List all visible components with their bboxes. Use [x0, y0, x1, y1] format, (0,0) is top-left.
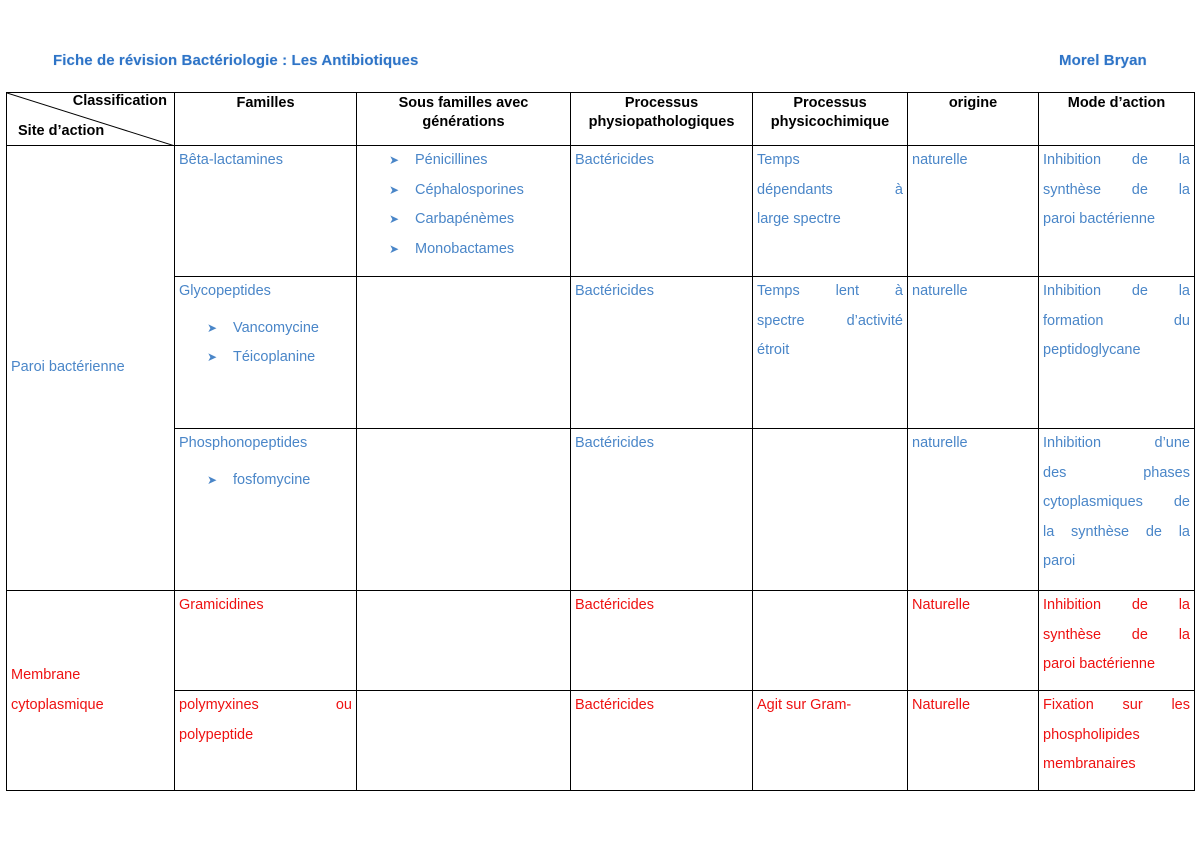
list-item: ➤ fosfomycine [207, 466, 352, 496]
col-physicochim: Processus physicochimique [753, 93, 908, 146]
physiopath-cell: Bactéricides [571, 429, 753, 591]
arrowhead-bullet-icon: ➤ [207, 320, 218, 335]
physiopath-cell: Bactéricides [571, 591, 753, 691]
famille-cell: Gramicidines [175, 591, 357, 691]
physicochim-cell [753, 429, 908, 591]
corner-header-cell [7, 93, 175, 146]
site-paroi: Paroi bactérienne [7, 146, 175, 591]
arrowhead-bullet-icon: ➤ [207, 472, 218, 487]
list-item: ➤ Vancomycine [207, 314, 352, 344]
mode-cell: Inhibition de la synthèse de la paroi bactérienne [1039, 146, 1195, 277]
mode-cell: Inhibition de la synthèse de la paroi bactérienne [1039, 591, 1195, 691]
site-membrane: Membrane cytoplasmique [7, 591, 175, 791]
physicochim-cell: Temps lent à spectre d’activité étroit [753, 277, 908, 429]
arrowhead-bullet-icon: ➤ [389, 153, 400, 167]
table-row [7, 691, 1195, 791]
physicochim-cell: Temps dépendants à large spectre [753, 146, 908, 277]
physiopath-cell: Bactéricides [571, 691, 753, 791]
table-header-row [7, 93, 1195, 146]
col-physiopath: Processus physiopathologiques [571, 93, 753, 146]
famille-cell: polymyxines ou polypeptide [175, 691, 357, 791]
col-mode: Mode d’action [1039, 93, 1195, 146]
mode-cell: Inhibition d’une des phases cytoplasmiques de la synthèse de la paroi [1039, 429, 1195, 591]
list-item: ➤ Céphalosporines [389, 176, 566, 206]
origine-cell: naturelle [908, 429, 1039, 591]
origine-cell: naturelle [908, 277, 1039, 429]
famille-cell: Glycopeptides ➤ Vancomycine ➤ Téicoplanine [175, 277, 357, 429]
list-item: ➤ Monobactames [389, 235, 566, 265]
table-row [7, 591, 1195, 691]
document-author: Morel Bryan [1059, 52, 1147, 69]
mode-cell: Fixation sur les phospholipides membranaires [1039, 691, 1195, 791]
physicochim-cell: Agit sur Gram- [753, 691, 908, 791]
arrowhead-bullet-icon: ➤ [389, 241, 400, 256]
table-row [7, 277, 1195, 429]
sous-familles-cell [357, 146, 571, 277]
origine-cell: Naturelle [908, 691, 1039, 791]
antibiotics-table [6, 92, 1195, 791]
mode-cell: Inhibition de la formation du peptidoglycane [1039, 277, 1195, 429]
classification-label: Classification [72, 93, 167, 109]
sous-familles-cell [357, 691, 571, 791]
list-item: ➤ Pénicillines [389, 146, 566, 176]
physiopath-cell: Bactéricides [571, 146, 753, 277]
list-item: ➤ Carbapénèmes [389, 205, 566, 235]
arrowhead-bullet-icon: ➤ [389, 182, 400, 197]
arrowhead-bullet-icon: ➤ [207, 350, 218, 364]
famille-cell: Phosphonopeptides ➤ fosfomycine [175, 429, 357, 591]
origine-cell: naturelle [908, 146, 1039, 277]
physiopath-cell: Bactéricides [571, 277, 753, 429]
site-action-label: Site d’action [18, 123, 105, 139]
famille-cell: Bêta-lactamines [175, 146, 357, 277]
physicochim-cell [753, 591, 908, 691]
sous-familles-cell [357, 429, 571, 591]
origine-cell: Naturelle [908, 591, 1039, 691]
document-title: Fiche de révision Bactériologie : Les Antibiotiques [53, 52, 419, 69]
sous-familles-cell [357, 277, 571, 429]
table-row [7, 146, 1195, 277]
list-item: ➤ Téicoplanine [207, 343, 352, 373]
col-sous-familles: Sous familles avec générations [357, 93, 571, 146]
table-row [7, 429, 1195, 591]
col-origine: origine [908, 93, 1039, 146]
arrowhead-bullet-icon: ➤ [389, 212, 400, 226]
col-familles: Familles [175, 93, 357, 146]
sous-familles-cell [357, 591, 571, 691]
